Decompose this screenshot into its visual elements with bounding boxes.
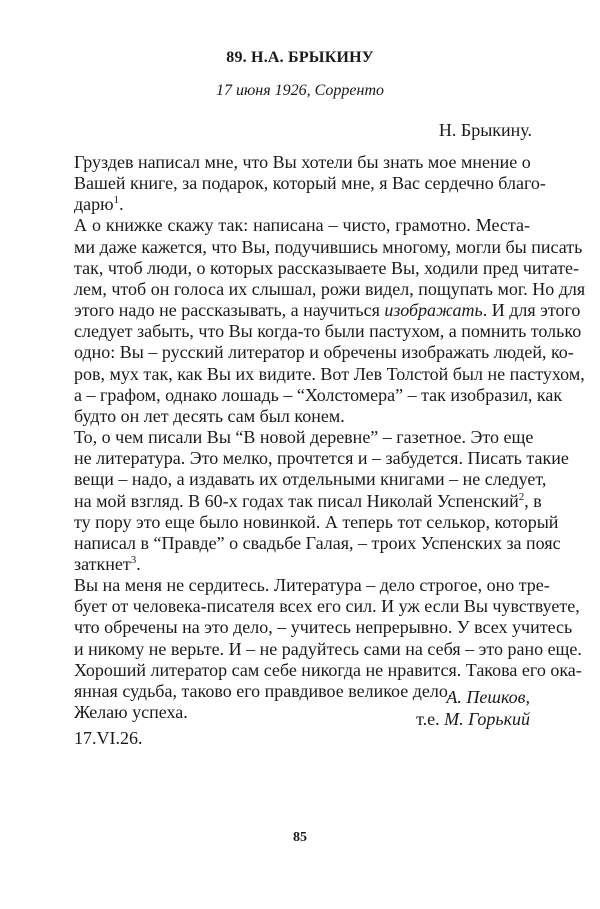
text-line-content: Вашей книге, за подарок, который мне, я Вас сердечно благо- xyxy=(74,173,546,194)
text-line-content: этого надо не рассказывать, а научиться xyxy=(74,300,385,321)
text-line-content: а – графом, однако лошадь – “Холстомера” – так изобразил, как xyxy=(74,384,563,405)
text-line-content: следует забыть, что Вы когда-то были пастухом, а помнить только xyxy=(74,321,582,342)
text-line xyxy=(74,532,561,554)
signature-name xyxy=(416,686,530,708)
signature-aka-name: М. Горький xyxy=(444,709,530,729)
text-line xyxy=(74,448,569,469)
text-line xyxy=(74,384,563,406)
text-line-content: одно: Вы – русский литератор и обречены изображать людей, ко- xyxy=(74,342,574,363)
letter-body xyxy=(74,152,586,723)
text-line xyxy=(74,490,542,512)
text-line-content: заткнет xyxy=(74,553,131,574)
text-line xyxy=(74,511,559,533)
text-line-content: лем, чтоб он голоса их слышал, рожи видел, пощупать мог. Но для xyxy=(74,278,586,299)
text-line xyxy=(74,659,582,681)
closing-date: 17.VI.26. xyxy=(74,728,143,748)
signature-aka-prefix: т.е. xyxy=(416,709,445,729)
text-line-content: Груздев написал мне, что Вы хотели бы знать мое мнение о xyxy=(74,152,531,172)
paragraph-2 xyxy=(74,215,586,427)
paragraph-1 xyxy=(74,152,546,215)
text-line xyxy=(74,152,530,173)
text-line-content: А о книжке скажу так: написана – чисто, грамотно. Места- xyxy=(74,215,530,236)
text-line-content: что обречены на это дело, – учитесь непрерывно. У всех учитесь xyxy=(74,617,573,638)
text-line-content: ров, мух так, как Вы их видите. Вот Лев Толстой был не пастухом, xyxy=(74,363,585,384)
text-line xyxy=(74,638,582,660)
text-line-content: так, чтоб люди, о которых рассказываете Вы, ходили пред читате- xyxy=(74,257,580,278)
text-line xyxy=(74,278,586,300)
text-line xyxy=(74,469,547,490)
text-line-content: ту пору это еще было новинкой. А теперь тот селькор, который xyxy=(74,511,559,532)
text-line-content: Вы на меня не сердитесь. Литература – дело строгое, оно тре- xyxy=(74,575,550,596)
text-line xyxy=(74,321,582,342)
text-line-content: . xyxy=(119,194,124,215)
footnote-mark: 1 xyxy=(113,194,120,207)
text-line-content: То, о чем писали Вы “В новой деревне” – газетное. Это еще xyxy=(74,427,534,448)
letter-title: 89. Н.А. БРЫКИНУ xyxy=(226,49,374,66)
paragraph-4 xyxy=(74,575,582,702)
text-line xyxy=(74,300,581,321)
signature-name-text: А. Пешков, xyxy=(446,687,530,707)
text-line-content: Хороший литератор сам себе никогда не нравится. Такова его ока- xyxy=(74,659,582,680)
text-line-content: на мой взгляд. В 60-х годах так писал Николай Успенский xyxy=(74,490,519,511)
text-line-content: . И для этого xyxy=(482,300,581,321)
text-line xyxy=(74,363,585,385)
text-line-content: вещи – надо, а издавать их отдельными книгами – не следует, xyxy=(74,469,547,490)
page-number: 85 xyxy=(293,830,307,845)
text-line xyxy=(74,406,530,427)
text-line xyxy=(74,554,530,575)
text-line xyxy=(74,257,580,279)
text-line-content: и никому не верьте. И – не радуйтесь сами на себя – это рано еще. xyxy=(74,638,582,659)
paragraph-3 xyxy=(74,427,569,575)
text-line-content: . xyxy=(136,553,141,574)
footnote-mark: 2 xyxy=(518,490,525,503)
signature-aka xyxy=(416,708,530,730)
text-line-content: бует от человека-писателя всех его сил. И уж если Вы чувствуете, xyxy=(74,596,580,617)
text-line-content: янная судьба, таково его правдивое великое дело. xyxy=(74,680,453,701)
text-line xyxy=(74,194,530,215)
text-line xyxy=(74,596,580,617)
text-line-content: ми даже кажется, что Вы, подучившись многому, могли бы писать xyxy=(74,236,583,257)
text-line xyxy=(74,236,583,258)
text-line-content: дарю xyxy=(74,194,114,215)
signature-block xyxy=(416,686,530,730)
text-line-content: Желаю успеха. xyxy=(74,702,188,723)
text-line-content: написал в “Правде” о свадьбе Галая, – троих Успенских за пояс xyxy=(74,532,561,553)
letter-dateline: 17 июня 1926, Сорренто xyxy=(215,82,385,99)
footnote-mark: 3 xyxy=(130,553,137,566)
text-line xyxy=(74,342,574,363)
text-line xyxy=(74,575,550,596)
text-line xyxy=(74,215,530,236)
addressee: Н. Брыкину. xyxy=(438,120,532,140)
text-line-content: , в xyxy=(524,490,542,511)
emphasized-word: изображать xyxy=(384,300,483,321)
text-line xyxy=(74,617,573,638)
text-line xyxy=(74,173,546,194)
text-line-content: не литература. Это мелко, прочтется и – забудется. Писать такие xyxy=(74,448,569,469)
text-line xyxy=(74,427,534,448)
text-line-content: будто он лет десять сам был конем. xyxy=(74,405,345,426)
